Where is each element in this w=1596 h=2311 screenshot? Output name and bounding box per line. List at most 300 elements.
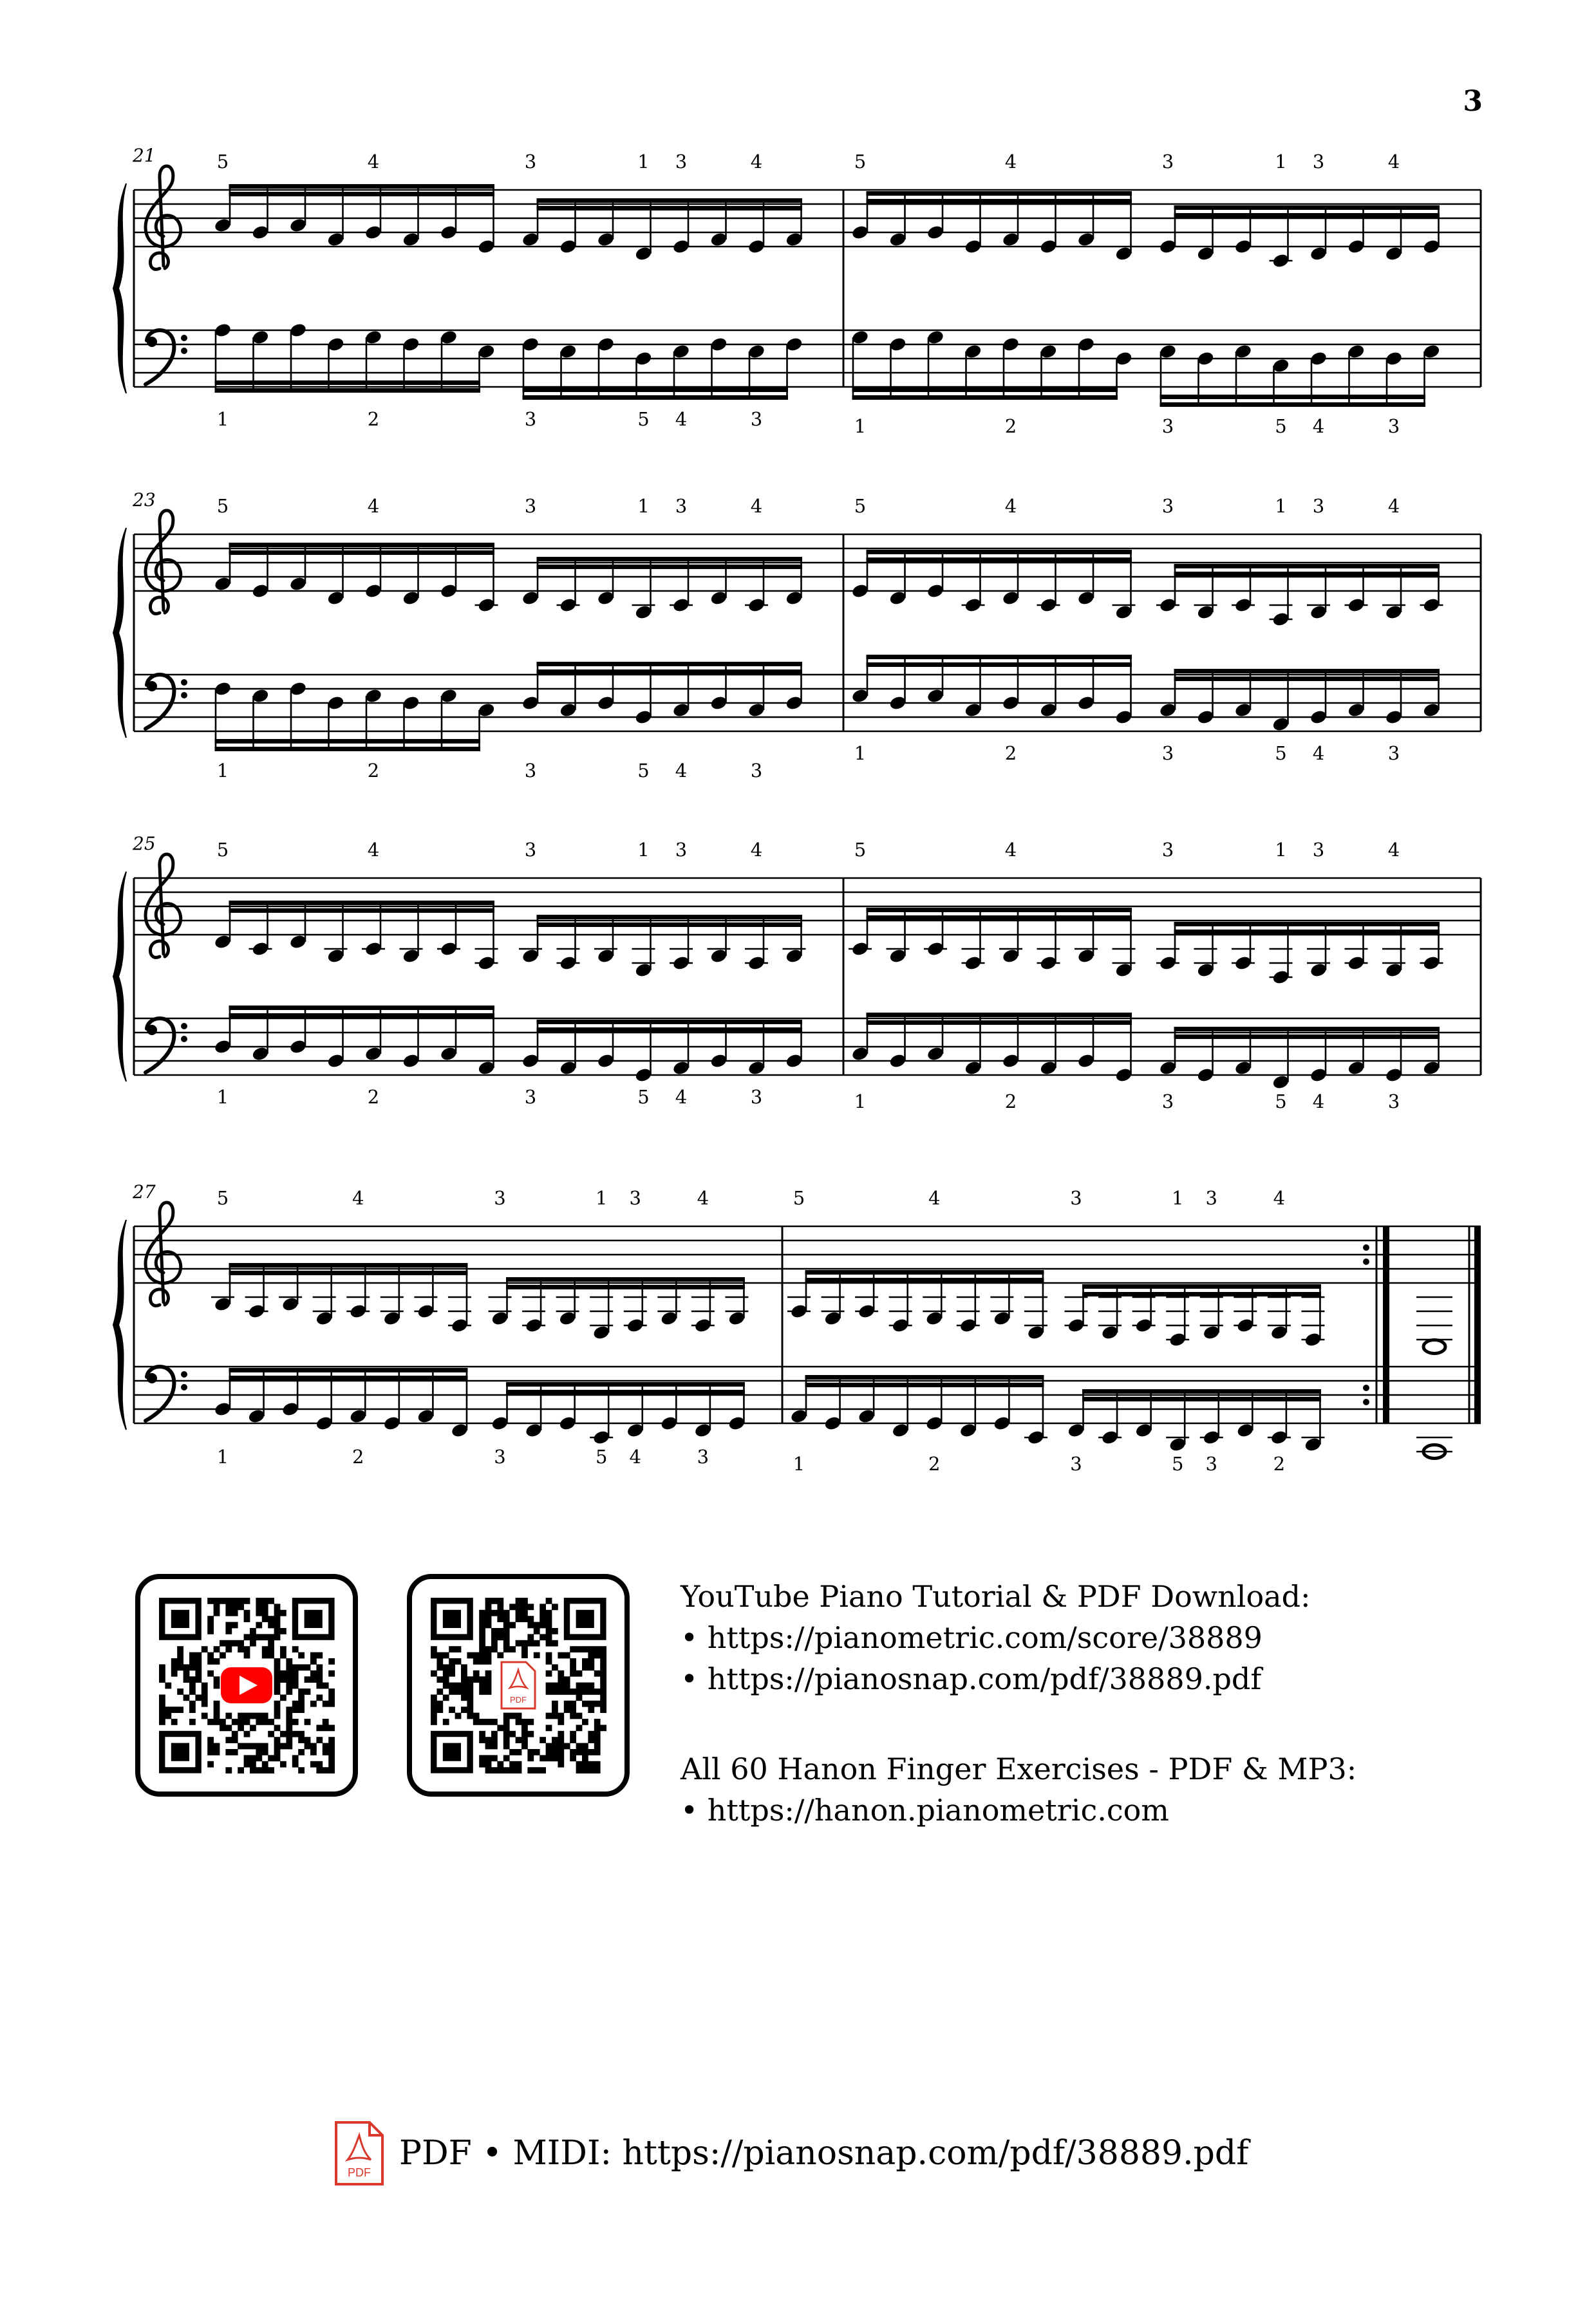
qr-module xyxy=(479,1622,485,1629)
qr-module xyxy=(298,1749,305,1755)
qr-module xyxy=(588,1683,594,1689)
beam xyxy=(229,1013,495,1018)
finger-number-bass: 1 xyxy=(216,1446,229,1468)
qr-module xyxy=(521,1731,528,1737)
qr-module xyxy=(570,1737,576,1743)
qr-module xyxy=(328,1689,335,1695)
qr-module xyxy=(310,1749,317,1755)
qr-module xyxy=(485,1598,492,1604)
qr-module xyxy=(491,1610,498,1616)
finger-number-bass: 5 xyxy=(1171,1453,1184,1475)
qr-module xyxy=(503,1616,510,1622)
qr-module xyxy=(256,1713,262,1719)
qr-module xyxy=(232,1610,238,1616)
qr-module xyxy=(305,1664,311,1670)
qr-module xyxy=(256,1598,262,1604)
qr-module xyxy=(232,1604,238,1610)
qr-module xyxy=(479,1646,485,1652)
qr-module xyxy=(238,1640,244,1647)
beam xyxy=(1082,1292,1321,1296)
qr-module xyxy=(570,1689,576,1695)
qr-module xyxy=(286,1683,292,1689)
qr-module xyxy=(225,1598,232,1604)
qr-module xyxy=(443,1670,449,1677)
qr-module xyxy=(461,1707,467,1713)
qr-module xyxy=(521,1604,528,1610)
qr-module xyxy=(183,1676,190,1683)
finger-number-treble: 3 xyxy=(524,495,537,517)
qr-module xyxy=(298,1652,305,1659)
qr-module xyxy=(509,1713,516,1719)
qr-module xyxy=(292,1755,299,1761)
qr-module xyxy=(558,1743,564,1750)
qr-module xyxy=(600,1658,606,1665)
finger-number-treble: 4 xyxy=(750,151,763,173)
qr-module xyxy=(171,1719,178,1725)
qr-module xyxy=(527,1634,534,1640)
finger-number-bass: 3 xyxy=(1205,1453,1217,1475)
qr-module xyxy=(582,1761,588,1768)
finger-number-treble: 3 xyxy=(1070,1187,1082,1209)
qr-module xyxy=(594,1689,601,1695)
qr-module xyxy=(485,1616,492,1622)
links-block xyxy=(681,1576,1357,1831)
qr-module xyxy=(558,1713,564,1719)
qr-module xyxy=(177,1652,183,1659)
qr-module xyxy=(497,1652,503,1659)
qr-module xyxy=(274,1749,281,1755)
qr-module xyxy=(594,1761,601,1768)
final-barline xyxy=(1474,1226,1481,1423)
beam xyxy=(215,739,481,744)
beam xyxy=(229,550,495,555)
finger-number-bass: 3 xyxy=(524,408,537,430)
qr-module xyxy=(225,1646,232,1652)
finger-number-treble: 5 xyxy=(216,151,229,173)
qr-module xyxy=(503,1622,510,1629)
qr-module xyxy=(461,1694,467,1701)
qr-module xyxy=(262,1616,268,1622)
finger-number-treble: 5 xyxy=(216,495,229,517)
qr-module xyxy=(244,1743,250,1750)
qr-module xyxy=(280,1646,286,1652)
qr-module xyxy=(534,1652,540,1659)
qr-module xyxy=(207,1628,214,1634)
qr-module xyxy=(431,1707,437,1713)
qr-module xyxy=(521,1652,528,1659)
qr-module xyxy=(189,1664,196,1670)
qr-module xyxy=(159,1719,165,1725)
qr-module xyxy=(600,1676,606,1683)
finger-number-bass: 3 xyxy=(1161,1090,1174,1112)
qr-module xyxy=(503,1713,510,1719)
qr-module xyxy=(527,1616,534,1622)
qr-module xyxy=(298,1694,305,1701)
qr-module xyxy=(497,1767,503,1773)
qr-module xyxy=(256,1749,262,1755)
qr-module xyxy=(552,1664,558,1670)
finger-number-treble: 4 xyxy=(750,839,763,861)
qr-module xyxy=(328,1670,335,1677)
qr-module xyxy=(238,1646,244,1652)
qr-module xyxy=(207,1670,214,1677)
qr-module xyxy=(455,1646,462,1652)
qr-module xyxy=(207,1761,214,1768)
qr-module xyxy=(485,1737,492,1743)
qr-module xyxy=(497,1598,503,1604)
qr-module xyxy=(274,1658,281,1665)
qr-module xyxy=(449,1670,455,1677)
qr-module xyxy=(521,1743,528,1750)
qr-module xyxy=(207,1719,214,1725)
measure-number: 23 xyxy=(133,489,156,510)
beam xyxy=(867,199,1132,203)
pianometric-score-link[interactable]: • https://pianometric.com/score/38889 xyxy=(681,1620,1263,1655)
finger-number-treble: 1 xyxy=(1171,1187,1184,1209)
beam xyxy=(537,1020,803,1024)
qr-module xyxy=(202,1683,208,1689)
qr-module xyxy=(225,1610,232,1616)
finger-number-treble: 1 xyxy=(1275,839,1287,861)
finger-number-treble: 1 xyxy=(637,495,650,517)
finger-number-bass: 5 xyxy=(1275,742,1287,764)
qr-module xyxy=(588,1737,594,1743)
qr-module xyxy=(159,1670,165,1677)
finger-number-bass: 4 xyxy=(675,1086,688,1108)
qr-module xyxy=(195,1664,202,1670)
qr-module xyxy=(298,1707,305,1713)
qr-module xyxy=(600,1725,606,1731)
qr-module xyxy=(292,1676,299,1683)
qr-module xyxy=(280,1761,286,1768)
qr-module xyxy=(183,1670,190,1677)
finger-number-bass: 3 xyxy=(524,760,537,781)
qr-module xyxy=(323,1725,329,1731)
qr-module xyxy=(546,1634,552,1640)
qr-module xyxy=(449,1689,455,1695)
qr-module xyxy=(286,1689,292,1695)
qr-module xyxy=(274,1737,281,1743)
finger-number-bass: 5 xyxy=(637,760,650,781)
qr-module xyxy=(165,1707,171,1713)
qr-module xyxy=(503,1719,510,1725)
qr-module xyxy=(171,1664,178,1670)
pdf-icon xyxy=(333,2120,385,2187)
qr-module xyxy=(588,1767,594,1773)
qr-module xyxy=(305,1743,311,1750)
finger-number-treble: 3 xyxy=(494,1187,506,1209)
qr-module xyxy=(546,1652,552,1659)
qr-module xyxy=(214,1676,220,1683)
qr-module xyxy=(214,1646,220,1652)
qr-module xyxy=(286,1707,292,1713)
beam xyxy=(537,662,803,666)
qr-module xyxy=(232,1737,238,1743)
beam xyxy=(867,915,1132,920)
beam xyxy=(215,380,481,385)
qr-module xyxy=(431,1646,437,1652)
qr-module xyxy=(509,1767,516,1773)
beam xyxy=(1174,930,1440,934)
qr-module xyxy=(473,1670,480,1677)
qr-finder xyxy=(443,1743,461,1761)
qr-module xyxy=(268,1767,274,1773)
qr-module xyxy=(473,1713,480,1719)
finger-number-treble: 4 xyxy=(1387,151,1400,173)
qr-finder xyxy=(171,1743,189,1761)
finger-number-bass: 2 xyxy=(1004,742,1017,764)
finger-number-bass: 3 xyxy=(1387,1090,1400,1112)
qr-module xyxy=(570,1646,576,1652)
qr-module xyxy=(298,1701,305,1707)
qr-module xyxy=(527,1731,534,1737)
qr-module xyxy=(509,1761,516,1768)
finger-number-treble: 5 xyxy=(216,839,229,861)
qr-module xyxy=(503,1743,510,1750)
beam xyxy=(506,1277,745,1282)
qr-module xyxy=(207,1616,214,1622)
beam xyxy=(867,662,1132,667)
qr-module xyxy=(280,1743,286,1750)
finger-number-bass: 2 xyxy=(928,1453,941,1475)
qr-module xyxy=(268,1598,274,1604)
qr-module xyxy=(540,1755,546,1761)
qr-module xyxy=(558,1719,564,1725)
finger-number-bass: 4 xyxy=(1312,742,1325,764)
qr-module xyxy=(540,1604,546,1610)
qr-module xyxy=(588,1689,594,1695)
qr-module xyxy=(546,1725,552,1731)
qr-module xyxy=(286,1713,292,1719)
qr-module xyxy=(244,1719,250,1725)
qr-module xyxy=(461,1670,467,1677)
finger-number-treble: 1 xyxy=(1275,495,1287,517)
qr-module xyxy=(244,1616,250,1622)
finger-number-treble: 3 xyxy=(1312,495,1325,517)
qr-module xyxy=(250,1767,256,1773)
finger-number-treble: 1 xyxy=(595,1187,608,1209)
qr-module xyxy=(576,1670,583,1677)
qr-module xyxy=(256,1604,262,1610)
qr-module xyxy=(202,1646,208,1652)
qr-module xyxy=(558,1761,564,1768)
qr-module xyxy=(491,1731,498,1737)
qr-pdf-icon-text: PDF xyxy=(510,1695,527,1705)
finger-number-bass: 5 xyxy=(637,408,650,430)
qr-module xyxy=(437,1652,443,1659)
qr-module xyxy=(268,1616,274,1622)
qr-module xyxy=(437,1707,443,1713)
qr-module xyxy=(292,1719,299,1725)
qr-module xyxy=(582,1658,588,1665)
qr-module xyxy=(189,1701,196,1707)
beam xyxy=(537,198,803,203)
qr-module xyxy=(189,1658,196,1665)
qr-module xyxy=(552,1683,558,1689)
qr-module xyxy=(594,1725,601,1731)
beam xyxy=(229,1271,468,1275)
qr-module xyxy=(564,1652,570,1659)
qr-module xyxy=(310,1652,317,1659)
finger-number-bass: 1 xyxy=(793,1453,805,1475)
qr-module xyxy=(298,1664,305,1670)
qr-module xyxy=(286,1743,292,1750)
qr-module xyxy=(461,1676,467,1683)
qr-module xyxy=(431,1713,437,1719)
qr-module xyxy=(262,1610,268,1616)
qr-module xyxy=(588,1749,594,1755)
qr-module xyxy=(516,1719,522,1725)
beam xyxy=(229,192,495,196)
qr-module xyxy=(310,1676,317,1683)
qr-module xyxy=(582,1646,588,1652)
qr-module xyxy=(225,1604,232,1610)
finger-number-bass: 2 xyxy=(367,408,380,430)
beam xyxy=(1160,395,1426,399)
qr-module xyxy=(467,1713,473,1719)
finger-number-bass: 5 xyxy=(1275,415,1287,437)
finger-number-bass: 1 xyxy=(216,408,229,430)
qr-module xyxy=(546,1628,552,1634)
beam xyxy=(537,206,803,211)
qr-module xyxy=(594,1743,601,1750)
qr-module xyxy=(534,1749,540,1755)
qr-module xyxy=(316,1767,323,1773)
qr-module xyxy=(576,1749,583,1755)
qr-module xyxy=(280,1676,286,1683)
qr-module xyxy=(558,1737,564,1743)
beam xyxy=(867,655,1132,659)
qr-module xyxy=(588,1731,594,1737)
qr-module xyxy=(600,1652,606,1659)
qr-module xyxy=(250,1743,256,1750)
qr-module xyxy=(286,1737,292,1743)
qr-module xyxy=(214,1658,220,1665)
beam xyxy=(215,747,481,751)
qr-module xyxy=(328,1767,335,1773)
qr-module xyxy=(189,1676,196,1683)
qr-module xyxy=(564,1743,570,1750)
qr-module xyxy=(286,1658,292,1665)
qr-module xyxy=(461,1689,467,1695)
qr-code-pdf[interactable] xyxy=(407,1574,630,1797)
footer-text[interactable]: PDF • MIDI: https://pianosnap.com/pdf/38889.pdf xyxy=(399,2134,1249,2173)
qr-module xyxy=(177,1689,183,1695)
qr-code-youtube[interactable] xyxy=(135,1574,358,1797)
qr-module xyxy=(467,1676,473,1683)
qr-module xyxy=(546,1670,552,1677)
qr-module xyxy=(214,1719,220,1725)
qr-module xyxy=(232,1598,238,1604)
qr-module xyxy=(207,1652,214,1659)
hanon-site-link[interactable]: • https://hanon.pianometric.com xyxy=(681,1793,1169,1828)
qr-module xyxy=(479,1616,485,1622)
repeat-dot xyxy=(1363,1385,1369,1391)
beam xyxy=(537,1027,803,1032)
qr-module xyxy=(244,1652,250,1659)
qr-module xyxy=(207,1658,214,1665)
qr-module xyxy=(485,1658,492,1665)
qr-module xyxy=(564,1701,570,1707)
finger-number-bass: 4 xyxy=(675,408,688,430)
qr-module xyxy=(516,1616,522,1622)
qr-module xyxy=(516,1604,522,1610)
finger-number-treble: 3 xyxy=(675,839,688,861)
qr-module xyxy=(268,1640,274,1647)
qr-module xyxy=(238,1767,244,1773)
qr-module xyxy=(558,1683,564,1689)
qr-module xyxy=(189,1719,196,1725)
qr-module xyxy=(328,1749,335,1755)
qr-module xyxy=(576,1694,583,1701)
finger-number-treble: 1 xyxy=(637,151,650,173)
qr-module xyxy=(497,1616,503,1622)
qr-module xyxy=(582,1664,588,1670)
finger-number-treble: 3 xyxy=(524,839,537,861)
repeat-dot xyxy=(1363,1258,1369,1265)
qr-module xyxy=(509,1622,516,1629)
qr-module xyxy=(274,1610,281,1616)
finger-number-treble: 3 xyxy=(1161,839,1174,861)
qr-module xyxy=(600,1689,606,1695)
qr-module xyxy=(570,1664,576,1670)
qr-module xyxy=(594,1737,601,1743)
qr-module xyxy=(479,1719,485,1725)
qr-module xyxy=(328,1658,335,1665)
qr-module xyxy=(316,1761,323,1768)
qr-module xyxy=(521,1640,528,1647)
beam xyxy=(867,908,1132,912)
qr-module xyxy=(576,1713,583,1719)
finger-number-treble: 4 xyxy=(1004,151,1017,173)
qr-module xyxy=(238,1743,244,1750)
qr-module xyxy=(491,1646,498,1652)
beam xyxy=(506,1285,745,1289)
qr-module xyxy=(576,1683,583,1689)
qr-module xyxy=(305,1676,311,1683)
qr-module xyxy=(268,1646,274,1652)
qr-module xyxy=(220,1725,226,1731)
qr-module xyxy=(594,1670,601,1677)
qr-module xyxy=(570,1731,576,1737)
qr-module xyxy=(521,1737,528,1743)
qr-module xyxy=(540,1737,546,1743)
qr-module xyxy=(244,1598,250,1604)
qr-module xyxy=(600,1670,606,1677)
qr-module xyxy=(509,1731,516,1737)
finger-number-treble: 4 xyxy=(1004,839,1017,861)
measure-number: 25 xyxy=(133,833,156,854)
qr-module xyxy=(256,1622,262,1629)
pianosnap-pdf-link[interactable]: • https://pianosnap.com/pdf/38889.pdf xyxy=(681,1661,1262,1696)
qr-module xyxy=(316,1676,323,1683)
qr-module xyxy=(214,1683,220,1689)
qr-module xyxy=(485,1676,492,1683)
finger-number-treble: 4 xyxy=(750,495,763,517)
qr-module xyxy=(328,1725,335,1731)
finger-number-bass: 2 xyxy=(1004,415,1017,437)
qr-module xyxy=(594,1646,601,1652)
finger-number-treble: 4 xyxy=(352,1187,364,1209)
finger-number-treble: 5 xyxy=(854,495,867,517)
qr-module xyxy=(600,1694,606,1701)
finger-number-treble: 4 xyxy=(1387,495,1400,517)
finger-number-bass: 1 xyxy=(854,415,867,437)
qr-module xyxy=(497,1604,503,1610)
beam xyxy=(1174,564,1440,568)
qr-module xyxy=(274,1616,281,1622)
qr-module xyxy=(546,1689,552,1695)
